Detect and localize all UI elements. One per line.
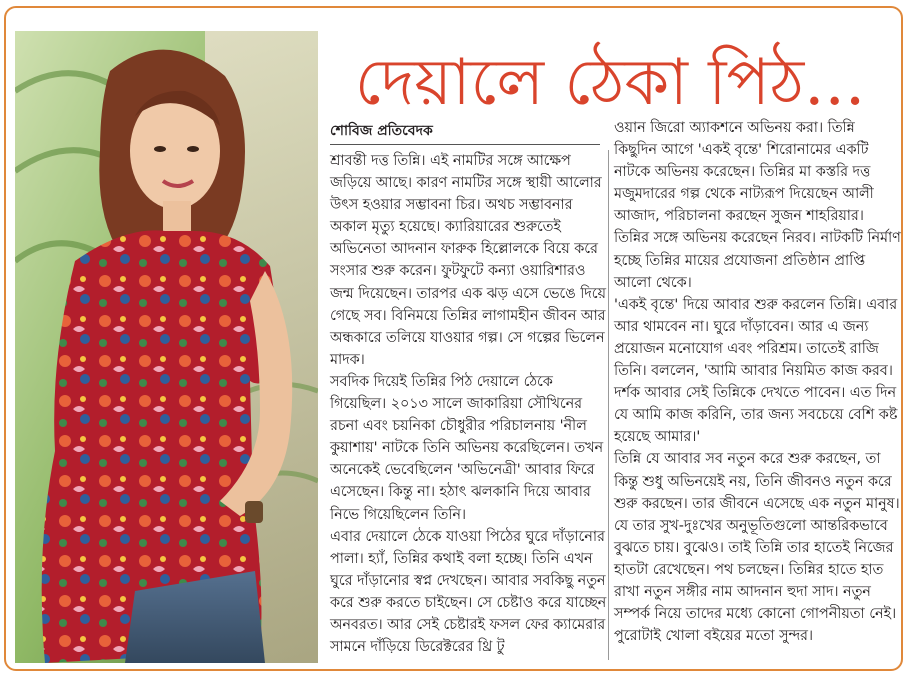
article-photo xyxy=(15,31,318,663)
paragraph: ওয়ান জিরো অ্যাকশনে অভিনয় করা। তিন্নি কিছুদিন আগে 'একই বৃন্তে' শিরোনামের একটি নাটকে অভিনয় করেছেন। তিন্নির মা কস্তরি দত্ত মজুমদারের গল্প থেকে নাট্যরূপ দিয়েছেন আলী আজাদ, পরিচালনা করছেন সুজন শাহরিয়ার। তিন্নির সঙ্গে অভিনয় করেছেন নিরব। নাটকটি নির্মাণ হচ্ছে তিন্নির মায়ের প্রযোজনা প্রতিষ্ঠান প্রাপ্তি আলো থেকে। xyxy=(614,120,901,291)
headline: দেয়ালে ঠেকা পিঠ... xyxy=(354,46,866,120)
article-column-right xyxy=(614,117,902,647)
paragraph: এবার দেয়ালে ঠেকে যাওয়া পিঠের ঘুরে দাঁড়ানোর পালা। হ্যাঁ, তিন্নির কথাই বলা হচ্ছে। তিনি এখন ঘুরে দাঁড়ানোর স্বপ্ন দেখছেন। আবার সবকিছু নতুন করে শুরু করতে চাইছেন। সে চেষ্টাও করে যাচ্ছেন অনবরত। আর সেই চেষ্টারই ফসল ফের ক্যামেরার সামনে দাঁড়িয়ে ডিরেক্টরের থ্রি টু xyxy=(330,528,607,656)
portrait-photo xyxy=(15,31,318,663)
byline: শোবিজ প্রতিবেদক xyxy=(330,123,433,139)
paragraph: 'একই বৃন্তে' দিয়ে আবার শুরু করলেন তিন্নি। এবার আর থামবেন না। ঘুরে দাঁড়াবেন। আর এ জন্য প্রয়োজন মনোযোগ এবং পরিশ্রম। তাতেই রাজি তিনি। বললেন, 'আমি আবার নিয়মিত কাজ করব। দর্শক আবার সেই তিন্নিকে দেখতে পাবেন। এত দিন যে আমি কাজ করিনি, তার জন্য সবচেয়ে বেশি কষ্ট হয়েছে আমার।' xyxy=(614,296,898,446)
paragraph: শ্রাবন্তী দত্ত তিন্নি। এই নামটির সঙ্গে আক্ষেপ জড়িয়ে আছে। কারণ নামটির সঙ্গে স্থায়ী আলোর উৎস হওয়ার সম্ভাবনা চির। অথচ সম্ভাবনার অকাল মৃত্যু হয়েছে। ক্যারিয়ারের শুরুতেই অভিনেতা আদনান ফারুক হিল্লোলকে বিয়ে করে সংসার শুরু করেন। ফুটফুটে কন্যা ওয়ারিশারও জন্ম দিয়েছেন। তারপর এক ঝড় এসে ভেঙে দিয়ে গেছে সব। বিনিময়ে তিন্নির লাগামহীন জীবন আর অন্ধকারে তলিয়ে যাওয়ার গল্প। সে গল্পের ভিলেন মাদক। xyxy=(330,153,606,368)
paragraph: তিন্নি যে আবার সব নতুন করে শুরু করছেন, তা কিন্তু শুধু অভিনয়েই নয়, তিনি জীবনও নতুন করে শুরু করছেন। তার জীবনে এসেছে এক নতুন মানুষ। যে তার সুখ-দুঃখের অনুভূতিগুলো আন্তরিকভাবে বুঝতে চায়। বুঝেও। তাই তিন্নি তার হাতেই নিজের হাতটা রেখেছেন। পথ চলছেন। তিন্নির হাতে হাত রাখা নতুন সঙ্গীর নাম আদনান হুদা সাদ। নতুন সম্পর্ক নিয়ে তাদের মধ্যে কোনো গোপনীয়তা নেই। পুরোটাই খোলা বইয়ের মতো সুন্দর। xyxy=(614,451,900,645)
article-column-left xyxy=(330,150,610,658)
paragraph: সবদিক দিয়েই তিন্নির পিঠ দেয়ালে ঠেকে গিয়েছিল। ২০১৩ সালে জাকারিয়া সৌখিনের রচনা এবং চয়নিকা চৌধুরীর পরিচালনায় 'নীল কুয়াশায়' নাটকে তিনি অভিনয় করেছিলেন। তখন অনেকেই ভেবেছিলেন 'অভিনেত্রী' আবার ফিরে এসেছেন। কিন্তু না। হঠাৎ ঝলকানি দিয়ে আবার নিভে গিয়েছিলেন তিনি। xyxy=(330,373,604,523)
column-divider xyxy=(608,150,609,660)
byline-rule xyxy=(330,144,600,145)
